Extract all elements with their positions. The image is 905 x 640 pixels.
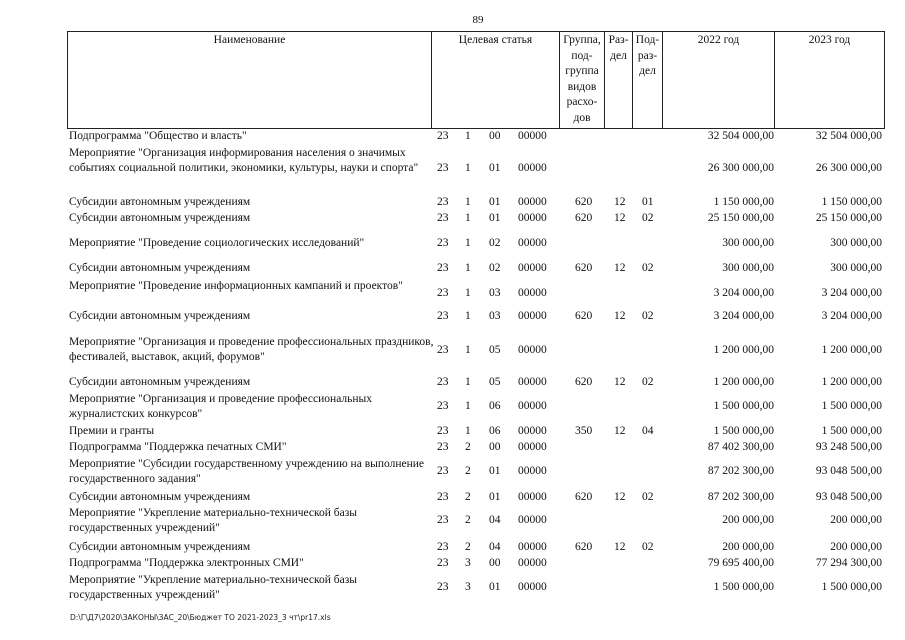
cell-grp: 350 bbox=[575, 425, 593, 437]
header-target: Целевая статья bbox=[432, 32, 560, 128]
cell-y2023: 1 200 000,00 bbox=[821, 344, 882, 356]
cell-t2: 1 bbox=[465, 400, 471, 412]
cell-t4: 00000 bbox=[518, 237, 547, 249]
cell-t2: 1 bbox=[465, 376, 471, 388]
header-2022: 2022 год bbox=[663, 32, 775, 128]
file-path-footer: D:\Г\Д7\2020\ЗАКОНЫ\ЗАС_20\Бюджет ТО 2021-2023_3 чт\pr17.xls bbox=[70, 613, 331, 622]
table-row bbox=[0, 195, 905, 209]
cell-t2: 1 bbox=[465, 237, 471, 249]
cell-t1: 23 bbox=[437, 491, 449, 503]
row-name: Премии и гранты bbox=[69, 425, 155, 437]
table-row bbox=[0, 309, 905, 323]
cell-t4: 00000 bbox=[518, 514, 547, 526]
cell-t3: 01 bbox=[489, 162, 501, 174]
cell-t4: 00000 bbox=[518, 425, 547, 437]
cell-t4: 00000 bbox=[518, 491, 547, 503]
cell-y2023: 3 204 000,00 bbox=[821, 287, 882, 299]
cell-t3: 00 bbox=[489, 557, 501, 569]
cell-t3: 03 bbox=[489, 310, 501, 322]
cell-sub: 01 bbox=[642, 196, 654, 208]
cell-sub: 02 bbox=[642, 262, 654, 274]
cell-grp: 620 bbox=[575, 212, 593, 224]
cell-y2022: 300 000,00 bbox=[722, 237, 774, 249]
cell-t1: 23 bbox=[437, 441, 449, 453]
cell-t1: 23 bbox=[437, 130, 449, 142]
cell-t1: 23 bbox=[437, 344, 449, 356]
cell-sec: 12 bbox=[614, 310, 626, 322]
header-section: Раз- дел bbox=[605, 32, 633, 128]
table-row bbox=[0, 261, 905, 275]
cell-t2: 1 bbox=[465, 310, 471, 322]
cell-t1: 23 bbox=[437, 465, 449, 477]
cell-sec: 12 bbox=[614, 212, 626, 224]
cell-y2022: 32 504 000,00 bbox=[707, 130, 774, 142]
row-name: Субсидии автономным учреждениям bbox=[69, 491, 251, 503]
cell-sec: 12 bbox=[614, 425, 626, 437]
cell-grp: 620 bbox=[575, 262, 593, 274]
row-name: Мероприятие "Организация и проведение профессиональных праздников, фестивалей, выставок, акций, форумов" bbox=[69, 336, 434, 363]
row-name: Подпрограмма "Общество и власть" bbox=[69, 130, 247, 142]
cell-t2: 2 bbox=[465, 491, 471, 503]
cell-grp: 620 bbox=[575, 491, 593, 503]
cell-t4: 00000 bbox=[518, 310, 547, 322]
cell-t3: 03 bbox=[489, 287, 501, 299]
cell-t3: 02 bbox=[489, 262, 501, 274]
row-name: Мероприятие "Проведение социологических исследований" bbox=[69, 237, 365, 249]
cell-t1: 23 bbox=[437, 237, 449, 249]
cell-t3: 01 bbox=[489, 196, 501, 208]
cell-t2: 2 bbox=[465, 541, 471, 553]
cell-y2022: 25 150 000,00 bbox=[707, 212, 774, 224]
cell-sec: 12 bbox=[614, 196, 626, 208]
cell-t1: 23 bbox=[437, 310, 449, 322]
table-row bbox=[0, 556, 905, 570]
cell-sec: 12 bbox=[614, 541, 626, 553]
cell-t4: 00000 bbox=[518, 581, 547, 593]
cell-t4: 00000 bbox=[518, 287, 547, 299]
row-name: Подпрограмма "Поддержка электронных СМИ" bbox=[69, 557, 304, 569]
cell-t4: 00000 bbox=[518, 196, 547, 208]
cell-y2022: 87 202 300,00 bbox=[707, 491, 774, 503]
cell-t1: 23 bbox=[437, 196, 449, 208]
cell-grp: 620 bbox=[575, 541, 593, 553]
row-name: Субсидии автономным учреждениям bbox=[69, 541, 251, 553]
cell-y2023: 1 500 000,00 bbox=[821, 425, 882, 437]
cell-t2: 3 bbox=[465, 557, 471, 569]
table-row bbox=[0, 440, 905, 454]
cell-y2022: 1 500 000,00 bbox=[713, 425, 774, 437]
cell-t2: 1 bbox=[465, 162, 471, 174]
header-name: Наименование bbox=[68, 32, 432, 128]
cell-t3: 00 bbox=[489, 441, 501, 453]
cell-t2: 1 bbox=[465, 425, 471, 437]
cell-t2: 2 bbox=[465, 441, 471, 453]
row-name: Субсидии автономным учреждениям bbox=[69, 196, 251, 208]
table-row bbox=[0, 146, 905, 190]
cell-y2023: 200 000,00 bbox=[830, 514, 882, 526]
cell-t3: 01 bbox=[489, 465, 501, 477]
cell-t1: 23 bbox=[437, 376, 449, 388]
cell-t4: 00000 bbox=[518, 465, 547, 477]
cell-t3: 01 bbox=[489, 491, 501, 503]
cell-y2023: 25 150 000,00 bbox=[815, 212, 882, 224]
table-row bbox=[0, 279, 905, 307]
cell-t4: 00000 bbox=[518, 541, 547, 553]
header-subsection: Под- раз- дел bbox=[633, 32, 663, 128]
table-row bbox=[0, 506, 905, 534]
cell-y2022: 1 500 000,00 bbox=[713, 581, 774, 593]
cell-y2023: 93 048 500,00 bbox=[815, 491, 882, 503]
cell-grp: 620 bbox=[575, 196, 593, 208]
cell-y2022: 1 200 000,00 bbox=[713, 376, 774, 388]
cell-y2022: 200 000,00 bbox=[722, 541, 774, 553]
cell-y2022: 3 204 000,00 bbox=[713, 310, 774, 322]
cell-t3: 04 bbox=[489, 541, 501, 553]
cell-sec: 12 bbox=[614, 491, 626, 503]
cell-t2: 1 bbox=[465, 196, 471, 208]
cell-y2022: 87 202 300,00 bbox=[707, 465, 774, 477]
cell-y2023: 1 500 000,00 bbox=[821, 400, 882, 412]
cell-sub: 02 bbox=[642, 212, 654, 224]
cell-sub: 02 bbox=[642, 491, 654, 503]
cell-grp: 620 bbox=[575, 376, 593, 388]
cell-y2023: 77 294 300,00 bbox=[815, 557, 882, 569]
table-row bbox=[0, 490, 905, 504]
cell-t2: 1 bbox=[465, 344, 471, 356]
cell-sub: 02 bbox=[642, 376, 654, 388]
cell-t1: 23 bbox=[437, 425, 449, 437]
cell-y2023: 93 248 500,00 bbox=[815, 441, 882, 453]
cell-y2023: 200 000,00 bbox=[830, 541, 882, 553]
table-row bbox=[0, 540, 905, 554]
cell-t3: 02 bbox=[489, 237, 501, 249]
cell-t3: 00 bbox=[489, 130, 501, 142]
row-name: Мероприятие "Субсидии государственному учреждению на выполнение государственного задания" bbox=[69, 458, 425, 485]
table-row bbox=[0, 211, 905, 225]
cell-t1: 23 bbox=[437, 541, 449, 553]
cell-y2022: 1 500 000,00 bbox=[713, 400, 774, 412]
row-name: Субсидии автономным учреждениям bbox=[69, 262, 251, 274]
row-name: Субсидии автономным учреждениям bbox=[69, 310, 251, 322]
cell-sub: 02 bbox=[642, 310, 654, 322]
cell-t4: 00000 bbox=[518, 344, 547, 356]
cell-y2022: 3 204 000,00 bbox=[713, 287, 774, 299]
row-name: Мероприятие "Проведение информационных кампаний и проектов" bbox=[69, 280, 403, 292]
cell-y2022: 1 200 000,00 bbox=[713, 344, 774, 356]
cell-t1: 23 bbox=[437, 557, 449, 569]
cell-t3: 05 bbox=[489, 376, 501, 388]
cell-t2: 3 bbox=[465, 581, 471, 593]
cell-t2: 1 bbox=[465, 262, 471, 274]
cell-y2022: 26 300 000,00 bbox=[707, 162, 774, 174]
cell-y2023: 1 500 000,00 bbox=[821, 581, 882, 593]
header-2023: 2023 год bbox=[775, 32, 885, 128]
cell-y2023: 32 504 000,00 bbox=[815, 130, 882, 142]
table-row bbox=[0, 424, 905, 438]
cell-t3: 05 bbox=[489, 344, 501, 356]
row-name: Мероприятие "Организация и проведение профессиональных журналистских конкурсов" bbox=[69, 393, 373, 420]
cell-t1: 23 bbox=[437, 514, 449, 526]
cell-y2023: 3 204 000,00 bbox=[821, 310, 882, 322]
cell-t3: 01 bbox=[489, 212, 501, 224]
cell-y2022: 1 150 000,00 bbox=[713, 196, 774, 208]
cell-t1: 23 bbox=[437, 287, 449, 299]
row-name: Мероприятие "Организация информирования населения о значимых событиях социальной политики, экономики, культуры, науки и спорта" bbox=[69, 147, 419, 174]
cell-sub: 02 bbox=[642, 541, 654, 553]
cell-t1: 23 bbox=[437, 581, 449, 593]
cell-t2: 2 bbox=[465, 465, 471, 477]
table-row bbox=[0, 129, 905, 143]
cell-t4: 00000 bbox=[518, 400, 547, 412]
cell-t4: 00000 bbox=[518, 212, 547, 224]
cell-y2023: 1 200 000,00 bbox=[821, 376, 882, 388]
row-name: Субсидии автономным учреждениям bbox=[69, 376, 251, 388]
row-name: Мероприятие "Укрепление материально-технической базы государственных учреждений" bbox=[69, 507, 358, 534]
cell-sec: 12 bbox=[614, 376, 626, 388]
cell-t1: 23 bbox=[437, 262, 449, 274]
cell-t3: 06 bbox=[489, 400, 501, 412]
cell-t4: 00000 bbox=[518, 557, 547, 569]
page-number: 89 bbox=[472, 14, 484, 26]
cell-t1: 23 bbox=[437, 212, 449, 224]
table-row bbox=[0, 573, 905, 601]
cell-t2: 1 bbox=[465, 130, 471, 142]
row-name: Подпрограмма "Поддержка печатных СМИ" bbox=[69, 441, 287, 453]
cell-y2023: 300 000,00 bbox=[830, 237, 882, 249]
cell-y2023: 93 048 500,00 bbox=[815, 465, 882, 477]
cell-t3: 06 bbox=[489, 425, 501, 437]
cell-t2: 1 bbox=[465, 287, 471, 299]
table-row bbox=[0, 457, 905, 485]
cell-t2: 1 bbox=[465, 212, 471, 224]
cell-t1: 23 bbox=[437, 162, 449, 174]
cell-sub: 04 bbox=[642, 425, 654, 437]
cell-t3: 04 bbox=[489, 514, 501, 526]
cell-t4: 00000 bbox=[518, 376, 547, 388]
header-group: Группа, под- группа видов расхо- дов bbox=[560, 32, 605, 128]
cell-y2023: 300 000,00 bbox=[830, 262, 882, 274]
cell-y2022: 87 402 300,00 bbox=[707, 441, 774, 453]
table-row bbox=[0, 335, 905, 365]
row-name: Мероприятие "Укрепление материально-технической базы государственных учреждений" bbox=[69, 574, 358, 601]
cell-y2022: 200 000,00 bbox=[722, 514, 774, 526]
cell-t4: 00000 bbox=[518, 262, 547, 274]
cell-t1: 23 bbox=[437, 400, 449, 412]
cell-t3: 01 bbox=[489, 581, 501, 593]
cell-grp: 620 bbox=[575, 310, 593, 322]
cell-y2023: 26 300 000,00 bbox=[815, 162, 882, 174]
table-row bbox=[0, 375, 905, 389]
cell-t4: 00000 bbox=[518, 162, 547, 174]
table-row bbox=[0, 236, 905, 250]
table-row bbox=[0, 392, 905, 420]
cell-y2022: 300 000,00 bbox=[722, 262, 774, 274]
cell-t2: 2 bbox=[465, 514, 471, 526]
cell-y2022: 79 695 400,00 bbox=[707, 557, 774, 569]
cell-sec: 12 bbox=[614, 262, 626, 274]
cell-y2023: 1 150 000,00 bbox=[821, 196, 882, 208]
cell-t4: 00000 bbox=[518, 130, 547, 142]
row-name: Субсидии автономным учреждениям bbox=[69, 212, 251, 224]
cell-t4: 00000 bbox=[518, 441, 547, 453]
